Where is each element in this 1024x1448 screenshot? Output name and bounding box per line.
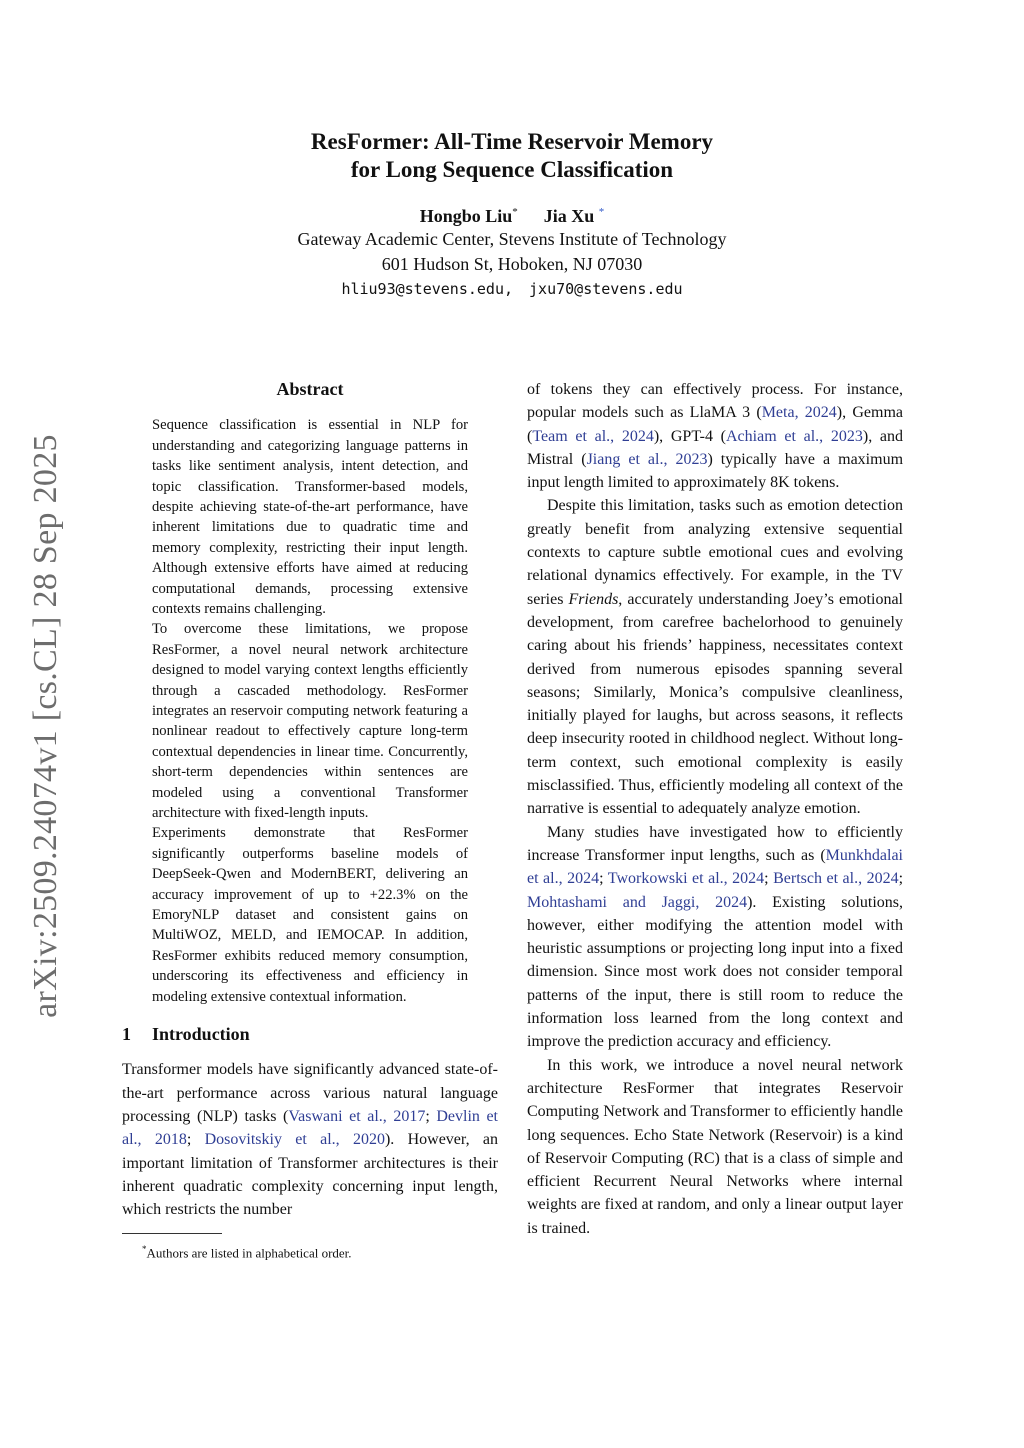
email: jxu70@stevens.edu	[529, 280, 683, 298]
right-column	[527, 378, 903, 1240]
citation-link[interactable]: Mohtashami and Jaggi, 2024	[527, 893, 748, 911]
section-number: 1	[122, 1024, 131, 1045]
citation-link[interactable]: Team et al., 2024	[532, 427, 654, 445]
section-title: Introduction	[152, 1024, 250, 1045]
arxiv-identifier: arXiv:2509.24074v1 [cs.CL] 28 Sep 2025	[27, 434, 64, 1018]
italic-title: Friends	[568, 590, 619, 608]
author-name: Jia Xu	[543, 206, 595, 226]
abstract-paragraph: Experiments demonstrate that ResFormer significantly outperforms baseline models of DeepSeek-Qwen and ModernBERT, delivering an accuracy improvement of up to +22.3% on the EmoryNLP dataset and consistent gains on MultiWOZ, MELD, and IEMOCAP. In addition, ResFormer exhibits reduced memory consumption, underscoring its effectiveness and efficiency in modeling extensive contextual information.	[152, 825, 468, 1005]
author-name: Hongbo Liu	[419, 206, 513, 226]
abstract-heading: Abstract	[276, 379, 344, 399]
affiliation: Gateway Academic Center, Stevens Institute of Technology	[297, 229, 727, 249]
body-paragraph: Many studies have investigated how to efficiently increase Transformer input lengths, such as (Munkhdalai et al., 2024; Tworkowski et al., 2024; Bertsch et al., 2024; Mohtashami and Jaggi, 2024). Existing solutions, however, either modifying the attention model with heuristic assumptions or projecting long input into a fixed dimension. Since most work does not consider temporal patterns of the input, there is still room to reduce the information loss learned from the long context and improve the prediction accuracy and efficiency.	[527, 823, 904, 1051]
citation-link[interactable]: Dosovitskiy et al., 2020	[204, 1131, 385, 1149]
citation-link[interactable]: Achiam et al., 2023	[726, 427, 863, 445]
citation-link[interactable]: Bertsch et al., 2024	[773, 870, 899, 888]
address: 601 Hudson St, Hoboken, NJ 07030	[381, 254, 643, 274]
left-column	[122, 378, 498, 1263]
title-line-2: for Long Sequence Classification	[350, 157, 674, 182]
section-heading	[122, 1023, 498, 1046]
body-paragraph: In this work, we introduce a novel neural network architecture ResFormer that integrates Reservoir Computing Network and Transformer to efficiently handle long sequences. Echo State Network (Reservoir) is a kind of Reservoir Computing (RC) that is a class of simple and efficient Recurrent Neural Networks where internal weights are fixed at random, and only a linear output layer is trained.	[527, 1056, 903, 1237]
citation-link[interactable]: Meta, 2024	[761, 404, 837, 422]
abstract-paragraph: To overcome these limitations, we propose ResFormer, a novel neural network architecture designed to model varying context lengths efficiently through a cascaded methodology. ResFormer integrates an reservoir computing network featuring a nonlinear readout to effectively capture long-term contextual dependencies in linear time. Concurrently, short-term dependencies within sentences are modeled using a conventional Transformer architecture with fixed-length inputs.	[152, 621, 468, 822]
abstract	[122, 415, 498, 1007]
body-paragraph-continued: of tokens they can effectively process. For instance, popular models such as LlaMA 3 (Meta, 2024), Gemma (Team et al., 2024), GPT-4 (Achiam et al., 2023), and Mistral (Jiang et al., 2023) typically have a maximum input length limited to approximately 8K tokens.	[527, 381, 904, 492]
author-emails	[0, 277, 1024, 301]
citation-link[interactable]: Munkhdalai et al., 2024	[527, 846, 903, 888]
body-paragraph: Despite this limitation, tasks such as emotion detection greatly benefit from analyzing extensive sequential contexts to capture subtle emotional cues and evolving relational dynamics effectively. For example, in the TV series Friends, accurately understanding Joey’s emotional development, from carefree bachelorhood to genuinely caring about his friends’ happiness, necessitates context derived from numerous episodes spanning several seasons; Similarly, Monica’s compulsive cleanliness, initially played for laughs, but across seasons, it reflects deep insecurity rooted in childhood neglect. Without long-term context, such emotional complexity is easily misclassified. Thus, efficiently modeling all context of the narrative is essential to adequately analyze emotion.	[527, 497, 903, 818]
paper-title	[0, 128, 1024, 184]
footnote-rule	[122, 1233, 222, 1234]
author-list	[0, 206, 1024, 227]
title-line-1: ResFormer: All-Time Reservoir Memory	[310, 129, 714, 154]
citation-link[interactable]: Jiang et al., 2023	[586, 450, 708, 468]
author-footnote-link[interactable]: *	[598, 206, 605, 218]
abstract-paragraph: Sequence classification is essential in NLP for understanding and categorizing language patterns in tasks like sentiment analysis, intent detection, and topic classification. Transformer-based models, despite achieving state-of-the-art performance, have inherent limitations due to quadratic time and memory complexity, restricting their input length. Although extensive efforts have aimed at reducing computational demands, processing extensive contexts remains challenging.	[152, 417, 468, 617]
author-footnote-mark: *	[512, 206, 518, 218]
paper-header	[0, 128, 1024, 301]
arxiv-sidebar	[18, 426, 74, 1026]
footnote-text: Authors are listed in alphabetical order.	[146, 1245, 352, 1261]
citation-link[interactable]: Vaswani et al., 2017	[288, 1107, 426, 1125]
footnote	[122, 1240, 498, 1262]
body-paragraph: Transformer models have significantly advanced state-of-the-art performance across various natural language processing (NLP) tasks (Vaswani et al., 2017; Devlin et al., 2018; Dosovitskiy et al., 2020). However, an important limitation of Transformer architectures is their inherent quadratic complexity concerning input length, which restricts the number	[122, 1061, 499, 1219]
citation-link[interactable]: Tworkowski et al., 2024	[607, 870, 765, 888]
citation-link[interactable]: Devlin et al., 2018	[122, 1107, 498, 1149]
email: hliu93@stevens.edu,	[341, 280, 514, 298]
footnote-mark: *	[142, 1244, 147, 1255]
